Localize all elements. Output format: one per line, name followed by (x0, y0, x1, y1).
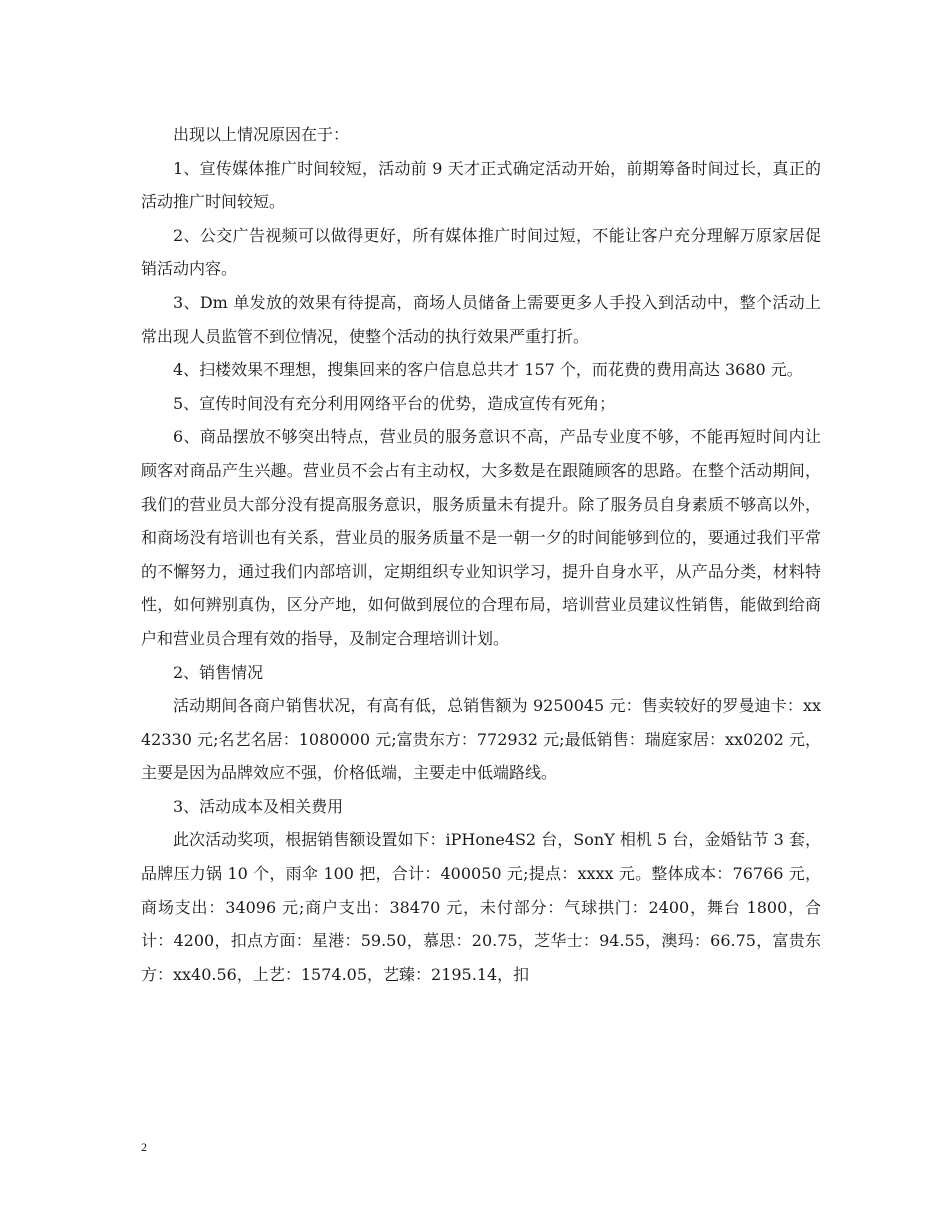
paragraph-reason-6: 6、商品摆放不够突出特点，营业员的服务意识不高，产品专业度不够，不能再短时间内让顾客对商品产生兴趣。营业员不会占有主动权，大多数是在跟随顾客的思路。在整个活动期间，我们的营业员大部分没有提高服务意识，服务质量未有提升。除了服务员自身素质不够高以外，和商场没有培训也有关系，营业员的服务质量不是一朝一夕的时间能够到位的，要通过我们平常的不懈努力，通过我们内部培训，定期组织专业知识学习，提升自身水平，从产品分类，材料特性，如何辨别真伪，区分产地，如何做到展位的合理布局，培训营业员建议性销售，能做到给商户和营业员合理有效的指导，及制定合理培训计划。 (141, 427, 821, 648)
paragraph-reason-4: 4、扫楼效果不理想，搜集回来的客户信息总共才 157 个，而花费的费用高达 3680 元。 (173, 360, 803, 380)
section-heading-sales: 2、销售情况 (173, 662, 264, 682)
page-number: 2 (141, 1140, 147, 1154)
paragraph-reason-2: 2、公交广告视频可以做得更好，所有媒体推广时间过短，不能让客户充分理解万原家居促销活动内容。 (141, 225, 821, 279)
paragraph-costs: 此次活动奖项，根据销售额设置如下：iPHone4S2 台，SonY 相机 5 台，金婚钻节 3 套，品牌压力锅 10 个，雨伞 100 把，合计：400050 元;提点：xxxx 元。整体成本：76766 元，商场支出：34096 元;商户支出：38470 元，未付部分：气球拱门：2400，舞台 1800，合计：4200，扣点方面：星港：59.50，慕思：20.75，芝华士：94.55，澳玛：66.75，富贵东方：xx40.56，上艺：1574.05，艺臻：2195.14，扣 (141, 830, 821, 984)
paragraph-reason-3: 3、Dm 单发放的效果有待提高，商场人员储备上需要更多人手投入到活动中，整个活动上常出现人员监管不到位情况，使整个活动的执行效果严重打折。 (141, 292, 821, 346)
paragraph-intro: 出现以上情况原因在于： (173, 125, 350, 144)
document-body (141, 118, 821, 991)
paragraph-reason-5: 5、宣传时间没有充分利用网络平台的优势，造成宣传有死角； (173, 393, 616, 413)
paragraph-reason-1: 1、宣传媒体推广时间较短，活动前 9 天才正式确定活动开始，前期筹备时间过长，真正的活动推广时间较短。 (141, 158, 821, 212)
section-heading-costs: 3、活动成本及相关费用 (173, 796, 344, 816)
paragraph-sales: 活动期间各商户销售状况，有高有低，总销售额为 9250045 元：售卖较好的罗曼迪卡：xx42330 元;名艺名居：1080000 元;富贵东方：772932 元;最低销售：瑞庭家居：xx0202 元，主要是因为品牌效应不强，价格低端，主要走中低端路线。 (141, 696, 821, 783)
